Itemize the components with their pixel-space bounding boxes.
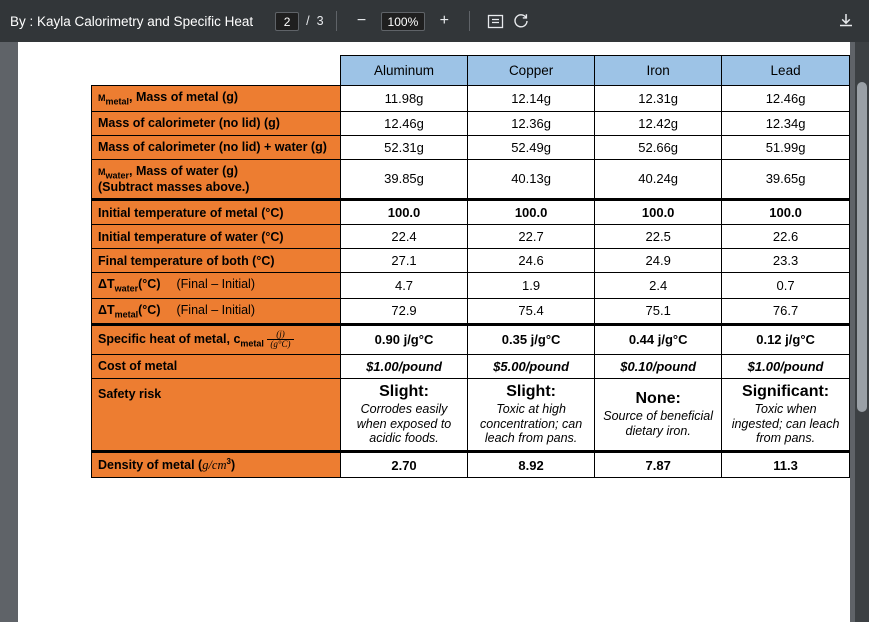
cell-value: 22.5: [595, 225, 722, 249]
cell-value: 4.7: [341, 273, 468, 299]
column-header-lead: Lead: [722, 56, 850, 86]
cell-value: 12.31g: [595, 86, 722, 112]
table-row: [92, 135, 850, 159]
row-label-initial-temp-water: Initial temperature of water (°C): [92, 225, 341, 249]
cell-value: $0.10/pound: [595, 354, 722, 378]
cell-value: 75.1: [595, 298, 722, 325]
column-header-copper: Copper: [468, 56, 595, 86]
table-header-row: [92, 56, 850, 86]
row-label-final-temp-both: Final temperature of both (°C): [92, 249, 341, 273]
table-row: [92, 452, 850, 478]
cell-value: 1.9: [468, 273, 595, 299]
fit-page-icon[interactable]: [482, 8, 508, 34]
vertical-scrollbar[interactable]: [855, 42, 869, 622]
row-label-initial-temp-metal: Initial temperature of metal (°C): [92, 200, 341, 225]
pdf-page: [18, 42, 850, 622]
cell-value: 2.70: [341, 452, 468, 478]
cell-value: 52.31g: [341, 135, 468, 159]
pdf-toolbar: [0, 0, 869, 42]
cell-value: $5.00/pound: [468, 354, 595, 378]
row-label-mass-calorimeter-water: Mass of calorimeter (no lid) + water (g): [92, 135, 341, 159]
document-title: By : Kayla Calorimetry and Specific Heat: [10, 13, 254, 29]
cell-value: 12.36g: [468, 111, 595, 135]
toolbar-divider-2: [469, 11, 470, 31]
viewer-left-margin: [0, 42, 18, 622]
cell-value: 12.14g: [468, 86, 595, 112]
cell-value: 24.9: [595, 249, 722, 273]
calorimetry-data-table: [91, 55, 850, 478]
cell-value: 2.4: [595, 273, 722, 299]
table-row: [92, 200, 850, 225]
row-note: (Subtract masses above.): [98, 180, 250, 194]
cell-value: 72.9: [341, 298, 468, 325]
row-label-cost-of-metal: Cost of metal: [92, 354, 341, 378]
rotate-icon[interactable]: [508, 8, 534, 34]
cell-value: 12.34g: [722, 111, 850, 135]
cell-value: 24.6: [468, 249, 595, 273]
cell-value: 75.4: [468, 298, 595, 325]
cell-value: 0.35 j/g°C: [468, 325, 595, 355]
cell-value: 22.7: [468, 225, 595, 249]
cell-risk: Slight: Corrodes easily when exposed to acidic foods.: [341, 378, 468, 451]
current-page-input[interactable]: 2: [275, 12, 299, 31]
table-row: [92, 354, 850, 378]
row-label-density: Density of metal $(g/cm^3)$: [92, 452, 341, 478]
cell-value: $1.00/pound: [722, 354, 850, 378]
download-icon[interactable]: [833, 8, 859, 34]
table-row: [92, 298, 850, 325]
table-row: [92, 225, 850, 249]
table-row: [92, 273, 850, 299]
cell-value: 12.42g: [595, 111, 722, 135]
row-label-delta-t-water: $\Delta T_{water}(^\circ C)$ (Final – Initial): [92, 273, 341, 299]
cell-value: 22.4: [341, 225, 468, 249]
fraction-units: $\frac{(j)}{(g^\circ C)}$: [267, 330, 293, 350]
cell-value: 0.90 j/g°C: [341, 325, 468, 355]
cell-value: 52.66g: [595, 135, 722, 159]
cell-value: 8.92: [468, 452, 595, 478]
cell-value: 11.3: [722, 452, 850, 478]
cell-value: 100.0: [722, 200, 850, 225]
zoom-out-button[interactable]: −: [356, 12, 367, 29]
table-row: [92, 111, 850, 135]
cell-risk: None: Source of beneficial dietary iron.: [595, 378, 722, 451]
cell-value: 40.24g: [595, 159, 722, 200]
page-navigation: [275, 8, 534, 34]
zoom-level-input[interactable]: 100%: [381, 12, 426, 31]
cell-value: 0.7: [722, 273, 850, 299]
cell-value: $1.00/pound: [341, 354, 468, 378]
cell-value: 7.87: [595, 452, 722, 478]
row-note: (Final – Initial): [176, 277, 255, 291]
cell-value: 51.99g: [722, 135, 850, 159]
cell-value: 40.13g: [468, 159, 595, 200]
cell-value: 39.65g: [722, 159, 850, 200]
cell-value: 100.0: [595, 200, 722, 225]
column-header-iron: Iron: [595, 56, 722, 86]
cell-value: 23.3: [722, 249, 850, 273]
table-row: [92, 86, 850, 112]
cell-value: 76.7: [722, 298, 850, 325]
pdf-viewer: [0, 42, 869, 622]
toolbar-divider: [336, 11, 337, 31]
row-label-mass-of-water: $m_{water}$, Mass of water (g) (Subtract masses above.): [92, 159, 341, 200]
cell-value: 39.85g: [341, 159, 468, 200]
row-label-mass-calorimeter: Mass of calorimeter (no lid) (g): [92, 111, 341, 135]
cell-value: 12.46g: [341, 111, 468, 135]
cell-risk: Slight: Toxic at high concentration; can leach from pans.: [468, 378, 595, 451]
table-row: [92, 249, 850, 273]
cell-value: 27.1: [341, 249, 468, 273]
zoom-in-button[interactable]: +: [439, 12, 449, 29]
row-label-safety-risk: Safety risk: [92, 378, 341, 451]
row-note: (Final – Initial): [176, 302, 255, 317]
scrollbar-thumb[interactable]: [857, 82, 867, 412]
page-separator: /: [306, 14, 310, 28]
total-pages-label: 3: [316, 14, 324, 28]
cell-value: 52.49g: [468, 135, 595, 159]
cell-value: 0.44 j/g°C: [595, 325, 722, 355]
cell-value: 100.0: [341, 200, 468, 225]
cell-value: 12.46g: [722, 86, 850, 112]
cell-risk: Significant: Toxic when ingested; can leach from pans.: [722, 378, 850, 451]
table-row: [92, 325, 850, 355]
row-label-delta-t-metal: $\Delta T_{metal}(^\circ C)$ (Final – Initial): [92, 298, 341, 325]
row-label-specific-heat: Specific heat of metal, $c_{metal}$ $\frac{(j)}{(g^\circ C)}$: [92, 325, 341, 355]
cell-value: 100.0: [468, 200, 595, 225]
cell-value: 22.6: [722, 225, 850, 249]
header-blank-cell: [92, 56, 341, 86]
cell-value: 11.98g: [341, 86, 468, 112]
column-header-aluminum: Aluminum: [341, 56, 468, 86]
table-row: [92, 378, 850, 451]
cell-value: 0.12 j/g°C: [722, 325, 850, 355]
table-row: [92, 159, 850, 200]
row-label-mass-of-metal: $m_{metal}$, Mass of metal (g): [92, 86, 341, 112]
